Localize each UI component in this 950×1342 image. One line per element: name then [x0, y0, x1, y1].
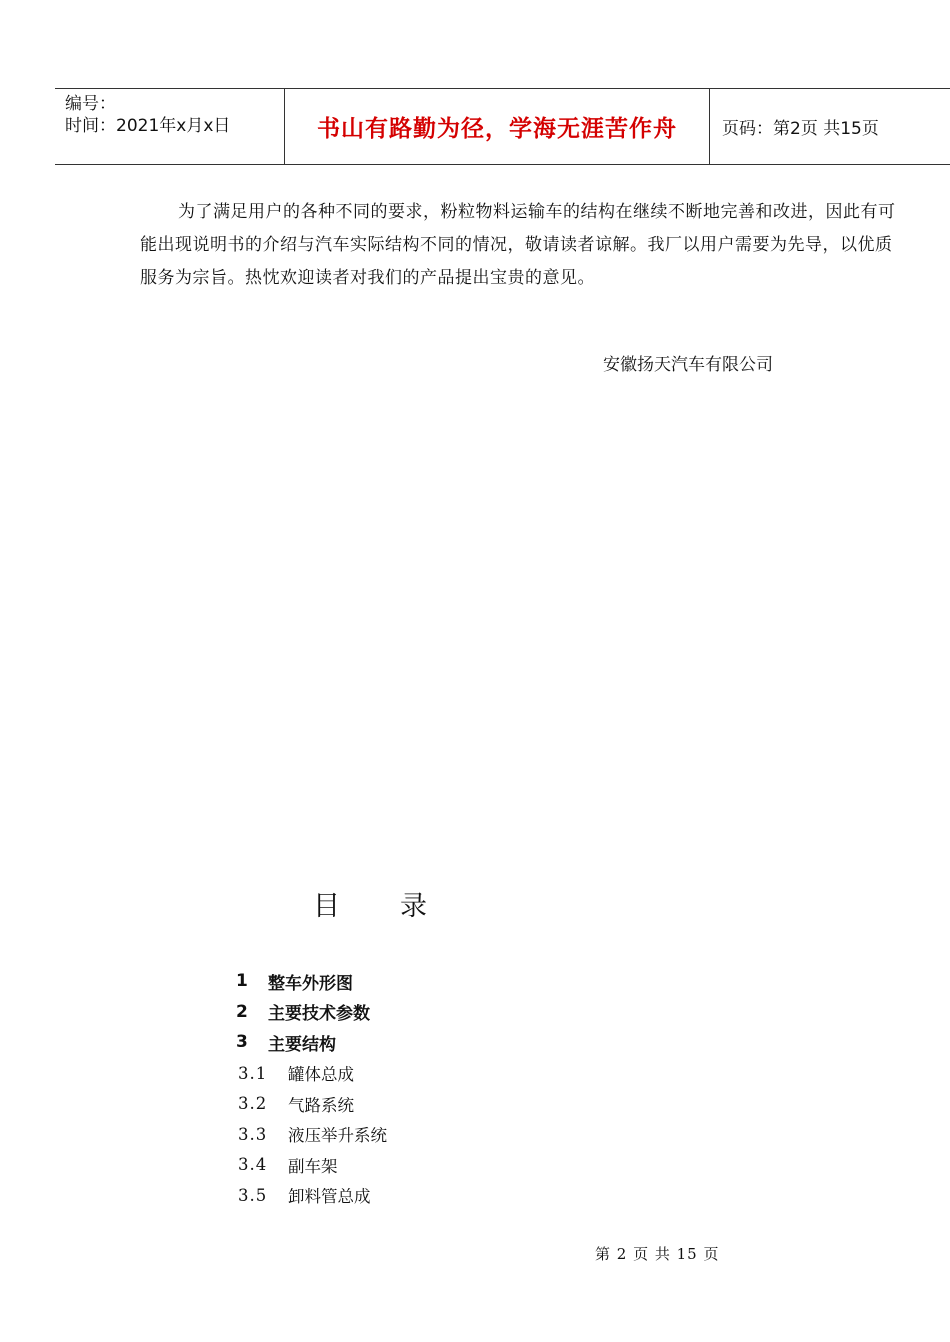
- intro-text: 为了满足用户的各种不同的要求，粉粒物料运输车的结构在继续不断地完善和改进，因此有可能出现说明书的介绍与汽车实际结构不同的情况，敬请读者谅解。我厂以用户需要为先导，以优质服务为宗旨。热忱欢迎读者对我们的产品提出宝贵的意见。: [140, 202, 896, 288]
- header-motto-cell: [285, 89, 710, 164]
- page-footer: 第 2 页 共 15 页: [595, 1245, 720, 1263]
- company-signature: 安徽扬天汽车有限公司: [603, 355, 773, 375]
- toc-title: [313, 884, 427, 923]
- toc-item[interactable]: [236, 997, 636, 1028]
- toc-title-part2: 录: [400, 891, 427, 922]
- toc-item[interactable]: [236, 966, 636, 997]
- toc-item-label: 整车外形图: [268, 973, 353, 994]
- toc-subitem-number: 3.2: [238, 1094, 268, 1114]
- header-meta-cell: [55, 89, 285, 164]
- toc-subitem-label: 气路系统: [288, 1095, 354, 1115]
- toc-subitem[interactable]: [236, 1150, 636, 1181]
- header-motto: 书山有路勤为径，学海无涯苦作舟: [317, 116, 677, 142]
- toc-item-number: 3: [236, 1032, 248, 1053]
- toc-subitem[interactable]: [236, 1058, 636, 1089]
- toc-item[interactable]: [236, 1027, 636, 1058]
- header-time-label: 时间：2021年x月x日: [65, 116, 231, 136]
- toc-subitem-number: 3.4: [238, 1155, 268, 1175]
- toc-subitem-number: 3.3: [238, 1124, 268, 1144]
- toc-subitem-label: 液压举升系统: [288, 1126, 387, 1146]
- toc-subitem-number: 3.5: [238, 1185, 268, 1205]
- toc-subitem-label: 卸料管总成: [288, 1187, 371, 1207]
- toc-subitem-label: 罐体总成: [288, 1065, 354, 1085]
- toc-subitem[interactable]: [236, 1088, 636, 1119]
- toc-item-label: 主要技术参数: [268, 1004, 370, 1025]
- header-page-label: 页码：第2页 共15页: [722, 119, 879, 139]
- toc-item-label: 主要结构: [268, 1034, 336, 1055]
- toc-item-number: 2: [236, 1001, 248, 1022]
- toc-subitem[interactable]: [236, 1180, 636, 1211]
- header-page-cell: [710, 89, 950, 164]
- intro-paragraph: [140, 196, 900, 295]
- toc-item-number: 1: [236, 971, 248, 992]
- header-number-label: 编号：: [65, 94, 116, 114]
- toc-subitem-number: 3.1: [238, 1063, 268, 1083]
- page-header: [55, 88, 950, 165]
- toc-title-part1: 目: [313, 891, 340, 922]
- toc-subitem-label: 副车架: [288, 1156, 338, 1176]
- toc-subitem[interactable]: [236, 1119, 636, 1150]
- table-of-contents: [236, 966, 636, 1211]
